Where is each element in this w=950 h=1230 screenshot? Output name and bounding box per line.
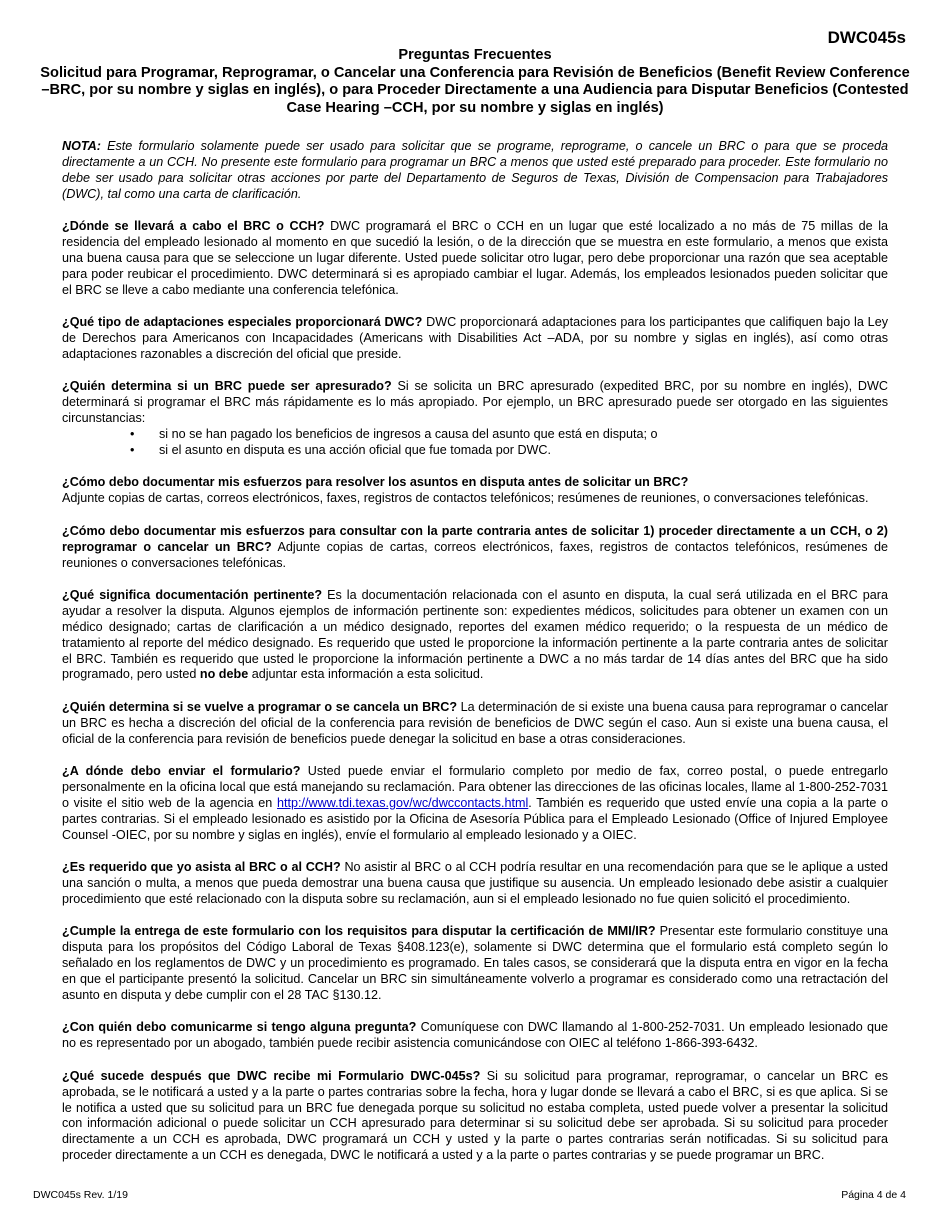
faq-question: ¿Cumple la entrega de este formulario con los requisitos para disputar la certificación de MMI/IR?: [62, 924, 656, 939]
faq-question: ¿Qué tipo de adaptaciones especiales proporcionará DWC?: [62, 315, 423, 330]
faq-question: ¿Quién determina si un BRC puede ser apresurado?: [62, 379, 392, 394]
faq-answer: No asistir al BRC o al CCH podría resultar en una recomendación para que se le aplique a usted una sanción o multa, a menos que pueda demostrar una buena causa que justifique su ausencia. Un empleado lesionado debe asistir a cualquier procedimiento que esté relacionado con la disputa sobre su reclamación, aun si el empleado lesionado no fue quien solicitó el procedimiento.: [62, 860, 888, 906]
faq-answer: La determinación de si existe una buena causa para reprogramar o cancelar un BRC es hecha a discreción del oficial de la conferencia para revisión de beneficios de DWC según el caso. Aun si existe una buena causa, el oficial de la conferencia para revisión de beneficios puede denegar la solicitud en base a otras consideraciones.: [62, 699, 889, 746]
note-paragraph: [62, 139, 888, 203]
faq-item-mmi: [62, 924, 888, 1004]
faq-item-contacto: [62, 1020, 888, 1052]
page-title: Preguntas Frecuentes: [398, 47, 552, 63]
emphasis-text: no debe: [199, 667, 249, 682]
faq-question: ¿Dónde se llevará a cabo el BRC o CCH?: [62, 219, 325, 234]
faq-answer-cont: . También es requerido que usted envíe una copia a la parte o partes contrarias. Si el empleado lesionado es asistido por la Oficina de Asesoría Pública para el Empleado Lesionado (Office of Injured Employee Counsel -OIEC, por su nombre y siglas en inglés), envíe el formulario al empleado lesionado y a OIEC.: [62, 795, 889, 842]
faq-answer: DWC programará el BRC o CCH en un lugar que esté localizado a no más de 75 millas de la residencia del empleado lesionado al momento en que sucedió la lesión, o de la dirección que se muestra en este formulario, a menos que exista una buena causa para que se seleccione un lugar diferente. Usted puede solicitar otro lugar, pero debe proporcionar una razón que sea aceptable para poder reubicar el procedimiento. DWC determinará si es apropiado cambiar el lugar. Además, los empleados lesionados pueden solicitar que el BRC se lleve a cabo mediante una conferencia telefónica.: [62, 219, 889, 297]
page-header: [40, 47, 910, 117]
faq-question: ¿Cómo debo documentar mis esfuerzos para consultar con la parte contraria antes de solicitar 1) proceder directamente a un CCH, o 2) reprogramar o cancelar un BRC?: [62, 523, 888, 554]
faq-content: [62, 139, 888, 1181]
faq-question: ¿Con quién debo comunicarme si tengo alguna pregunta?: [62, 1020, 417, 1035]
faq-question: ¿Qué sucede después que DWC recibe mi Formulario DWC-045s?: [62, 1068, 481, 1083]
faq-answer: Adjunte copias de cartas, correos electrónicos, faxes, registros de contactos telefónicos; resúmenes de reuniones, o conversaciones telefónicas.: [62, 491, 869, 506]
faq-item-pertinente: [62, 588, 888, 683]
faq-item-documentar-resolver: [62, 475, 888, 507]
faq-question: ¿A dónde debo enviar el formulario?: [62, 764, 301, 779]
list-item: • si el asunto en disputa es una acción oficial que fue tomada por DWC.: [159, 443, 888, 459]
form-id: DWC045s: [827, 28, 906, 47]
faq-answer: Si su solicitud para programar, reprogramar, o cancelar un BRC es aprobada, se le notificará a usted y a la parte o partes contrarias sobre la fecha, hora y lugar donde se llevará a cabo el BRC, si es que aplica. Si se le notifica a usted que su solicitud para un BRC fue denegada porque su solicitud no estaba completa, usted puede volver a presentar la solicitud con información adicional o puede solicitar un CCH apresurado para determinar si su solicitud debe ser aprobada. Si su solicitud para proceder directamente a un CCH es aprobada, DWC programará un CCH y usted y la parte o partes contrarias serán notificadas. Si su solicitud para proceder directamente a un CCH es denegada, DWC le notificará a usted y a la parte o partes contrarias y se puede programar un BRC.: [62, 1068, 888, 1163]
faq-item-documentar-consultar: [62, 524, 888, 572]
footer-page-number: Página 4 de 4: [841, 1189, 906, 1201]
faq-answer: Presentar este formulario constituye una disputa para los propósitos del Código Laboral de Texas §408.123(e), solamente si DWC determina que el formulario está completo según lo señalado en los reglamentos de DWC y un procedimiento es programado. En tales casos, se considerará que la disputa entra en vigor en la fecha en que el participante presentó la solicitud. Cancelar un BRC sin simultáneamente volverlo a programar es considerado como una retractación del asunto en disputa y debe cumplir con el 28 TAC §130.12.: [62, 924, 888, 1002]
faq-question: ¿Qué significa documentación pertinente?: [62, 587, 323, 602]
apresurado-list: [62, 427, 888, 459]
faq-item-enviar: [62, 764, 888, 844]
faq-question: ¿Quién determina si se vuelve a programar o se cancela un BRC?: [62, 699, 458, 714]
faq-answer: Si se solicita un BRC apresurado (expedited BRC, por su nombre en inglés), DWC determinará si programar el BRC más rápidamente es lo más apropiado. Por ejemplo, un BRC apresurado puede ser otorgado en las siguientes circunstancias:: [62, 379, 889, 426]
faq-answer: DWC proporcionará adaptaciones para los participantes que califiquen bajo la Ley de Derechos para Americanos con Incapacidades (Americans with Disabilities Act –ADA, por su nombre y siglas en inglés), así como otras adaptaciones razonables a discreción del oficial que preside.: [62, 315, 888, 361]
faq-item-donde: [62, 219, 888, 299]
page-subtitle: Solicitud para Programar, Reprogramar, o Cancelar una Conferencia para Revisión de Beneficios (Benefit Review Conference –BRC, por su nombre y siglas en inglés), o para Proceder Directamente a una Audiencia para Disputar Beneficios (Contested Case Hearing –CCH, por su nombre y siglas en inglés): [40, 64, 910, 116]
faq-item-despues: [62, 1069, 888, 1164]
note-label: NOTA:: [62, 139, 101, 153]
faq-item-asistir: [62, 860, 888, 908]
faq-answer: Usted puede enviar el formulario completo por medio de fax, correo postal, o puede entregarlo personalmente en la oficina local que está manejando su reclamación. Para obtener las direcciones de las oficinas locales, llame al 1-800-252-7031 o visite el sitio web de la agencia en: [62, 764, 888, 810]
faq-answer: Comuníquese con DWC llamando al 1-800-252-7031. Un empleado lesionado que no es representado por un abogado, también puede recibir asistencia comunicándose con OIEC al teléfono 1-866-393-6432.: [62, 1020, 888, 1051]
faq-item-reprogramar: [62, 700, 888, 748]
faq-item-adaptaciones: [62, 315, 888, 363]
faq-answer-cont: adjuntar esta información a esta solicitud.: [248, 667, 484, 682]
note-text: Este formulario solamente puede ser usado para solicitar que se programe, reprograme, o cancele un BRC o para que se proceda directamente a un CCH. No presente este formulario para programar un BRC a menos que usted esté preparado para proceder. Este formulario no debe ser usado para solicitar otras acciones por parte del Departamento de Seguros de Texas, División de Compensacion para Trabajadores (DWC), tal como una carta de clarificación.: [62, 139, 888, 201]
faq-item-apresurado: [62, 379, 888, 427]
faq-answer: Es la documentación relacionada con el asunto en disputa, la cual será utilizada en el BRC para ayudar a resolver la disputa. Algunos ejemplos de información pertinente son: expedientes médicos, solicitudes para obtener un examen con un médico designado; cartas de clarificación a un médico designado, reportes del examen médico requerido; o la respuesta de un médico de tratamiento al reporte del médico designado. Es requerido que usted le proporcione la información pertinente a la parte contraria antes de solicitar el BRC. También es requerido que usted le proporcione la información pertinente a DWC a no más tardar de 14 días antes del BRC que ha sido programado, pero usted: [62, 587, 888, 682]
footer-revision: DWC045s Rev. 1/19: [33, 1189, 128, 1201]
dwc-contacts-link[interactable]: http://www.tdi.texas.gov/wc/dwccontacts.html: [277, 795, 529, 810]
faq-question: ¿Es requerido que yo asista al BRC o al CCH?: [62, 860, 341, 875]
faq-answer: Adjunte copias de cartas, correos electrónicos, faxes, registros de contactos telefónicos, resúmenes de reuniones o conversaciones telefónicas.: [62, 539, 889, 570]
faq-question: ¿Cómo debo documentar mis esfuerzos para resolver los asuntos en disputa antes de solicitar un BRC?: [62, 475, 689, 490]
list-item: • si no se han pagado los beneficios de ingresos a causa del asunto que está en disputa; o: [159, 427, 888, 443]
